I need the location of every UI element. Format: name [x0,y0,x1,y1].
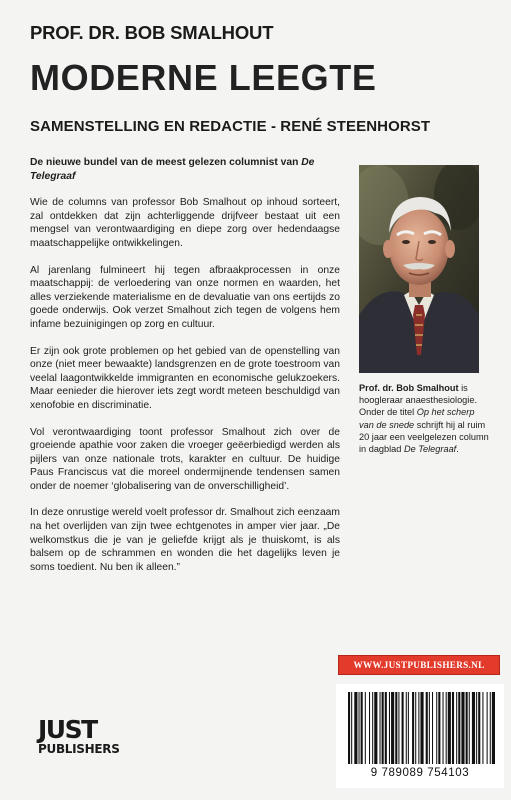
blurb-text [30,156,340,587]
barcode-bar [361,692,363,764]
isbn-number: 9 789089 754103 [370,767,470,779]
barcode-bar [391,692,394,764]
author-portrait [359,165,479,373]
blurb-lead-newspaper: De Telegraaf [30,157,315,182]
barcode-bar [348,692,350,764]
blurb-lead [30,156,340,183]
barcode-bar [408,692,409,764]
barcode-bar [438,692,440,764]
author-caption [359,382,489,455]
publisher-logo [38,715,120,766]
barcode-bar [402,692,404,764]
caption-newspaper: De Telegraaf [403,444,457,455]
barcode-bar [415,692,416,764]
barcode-bar [380,692,381,764]
portrait-illustration [359,165,479,373]
book-title: MODERNE LEEGTE [30,57,377,98]
barcode-bar [426,692,428,764]
isbn-barcode [336,684,504,788]
barcode-bar [385,692,387,764]
barcode-bar [492,692,495,764]
barcode-bar [478,692,480,764]
blurb-paragraph: Wie de columns van professor Bob Smalhout op inhoud sorteert, zal ontdekken dat zijn achterliggende drijfveer bestaat uit een mengsel van verontwaardiging en diepe zorg over hedendaagse maatschappelijke ontwikkelingen. [30,197,340,249]
barcode-bar [365,692,366,764]
barcode-bar [412,692,414,764]
barcode-bar [372,692,373,764]
blurb-paragraph: Vol verontwaardiging toont professor Smalhout zich over de groeiende apathie voor zaken die vroeger geëerbiedigd werden als pijlers van onze nationale trots, karakter en cultuur. De huidige Paus Franciscus vat die moreel ondermijnende tendensen samen onder de noemer ‘globalisering van de onverschilligheid’. [30,426,340,492]
barcode-bar [382,692,384,764]
barcode-bar [374,692,377,764]
publisher-url[interactable]: WWW.JUSTPUBLISHERS.NL [353,660,485,670]
barcode-bar [476,692,477,764]
barcode-bar [482,692,483,764]
author-name: PROF. DR. BOB SMALHOUT [30,22,274,43]
caption-text: is hoogleraar anaesthesiologie. Onder de titel [359,383,477,418]
barcode-bar [351,692,352,764]
blurb-paragraph: In deze onrustige wereld voelt professor dr. Smalhout zich eenzaam na het overlijden van zijn twee echtgenotes in amper vier jaar. „De welkomstkus die je van je geliefde krijgt als je thuiskomt, is als balsem op de schrammen en wonden die het dagelijks leven je soms toedient. Nu ben ik alleen.” [30,507,340,573]
barcode-bar [458,692,460,764]
barcode-bar [461,692,464,764]
barcode-bar [432,692,433,764]
barcode-bar [448,692,451,764]
barcode-bar [446,692,447,764]
barcode-bar [436,692,437,764]
barcode-bar [398,692,399,764]
barcode-bar [466,692,468,764]
barcode-bar [354,692,357,764]
barcode-bar [443,692,444,764]
blurb-lead-text: De nieuwe bundel van de meest gelezen columnist van [30,157,302,168]
blurb-paragraph: Al jarenlang fulmineert hij tegen afbraakprocessen in onze maatschappij: de verloedering van onze normen en waarden, het alles verziekende materialisme en de devaluatie van ons eertijds zo goede onderwijs. Ook verzet Smalhout zich tegen de volgens hem infame bezuinigingen op zorg en cultuur. [30,264,340,330]
barcode-bar [369,692,370,764]
barcode-bar [406,692,407,764]
caption-column-title: Op het scherp van de snede [359,407,475,430]
barcode-bar [420,692,423,764]
barcode-bar [395,692,397,764]
logo-word-just: JUST [38,715,97,744]
editor-credit: SAMENSTELLING EN REDACTIE - RENÉ STEENHORST [30,118,431,135]
barcode-bar [456,692,457,764]
barcode-bar [469,692,470,764]
caption-text: schrijft hij al ruim 20 jaar een veelgelezen column in dagblad [359,419,489,455]
barcode-bar [487,692,488,764]
barcode-bar [472,692,475,764]
logo-word-publishers: PUBLISHERS [38,742,120,756]
barcode-bar [389,692,390,764]
caption-author-name: Prof. dr. Bob Smalhout [359,383,459,393]
barcode-bars [344,692,496,766]
barcode-bar [490,692,491,764]
blurb-paragraph: Er zijn ook grote problemen op het gebied van de openstelling van onze (niet meer bewaakte) landsgrenzen en de grote toestroom van veelal laagontwikkelde immigranten en economische gelukzoekers. Maar eenieder die hierover iets zegt wordt meteen beschuldigd van xenofobie en discriminatie. [30,345,340,411]
publisher-url-banner[interactable] [338,655,500,675]
barcode-bar [359,692,360,764]
caption-text: . [456,444,459,455]
barcode-bar [418,692,419,764]
barcode-bar [452,692,454,764]
barcode-bar [429,692,430,764]
